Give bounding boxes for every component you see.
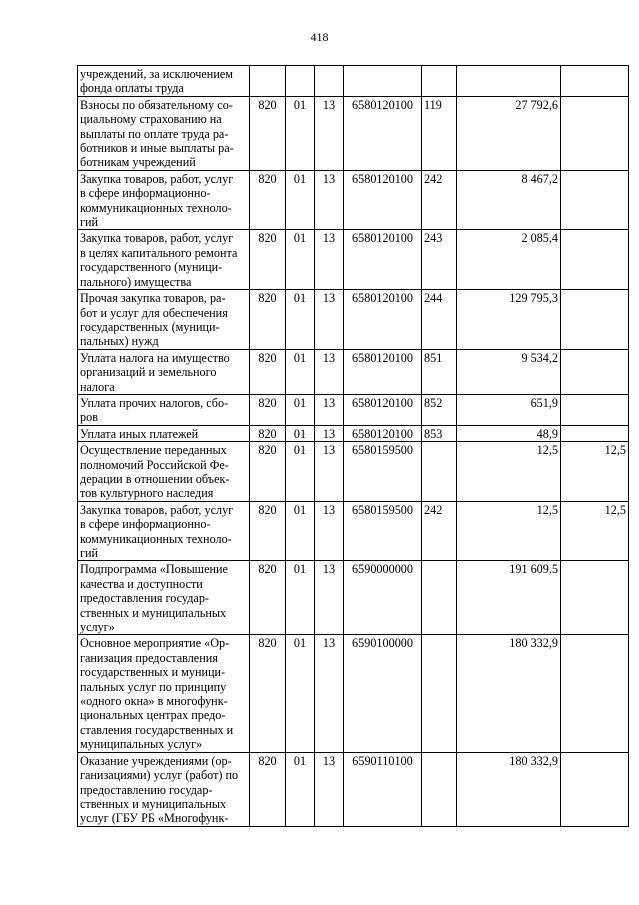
section-code-cell: 01 [286, 170, 315, 230]
row-name-line: услуг (ГБУ РБ «Многофунк- [80, 811, 229, 826]
section-code-cell: 01 [286, 394, 315, 425]
row-name-line: коммуникационных техноло- [80, 200, 232, 215]
subsection-code-cell: 13 [315, 230, 344, 290]
grbs-code-cell: 820 [250, 230, 286, 290]
row-name-line: пальных) нужд [80, 334, 159, 349]
subsection-code-cell: 13 [315, 96, 344, 170]
table-row [78, 561, 629, 635]
row-name-line: Прочая закупка товаров, ра- [80, 291, 226, 306]
row-name-line: ставления государственных и [80, 722, 234, 737]
row-name-line: услуг» [80, 620, 115, 635]
amount-cell: 8 467,2 [457, 170, 561, 230]
subsection-code-cell: 13 [315, 635, 344, 752]
expense-type-cell: 851 [422, 349, 457, 394]
row-name-line: Закупка товаров, работ, услуг [80, 171, 234, 186]
budget-table [77, 65, 629, 827]
row-name-line: Закупка товаров, работ, услуг [80, 502, 234, 517]
amount-cell: 12,5 [457, 442, 561, 502]
grbs-code-cell: 820 [250, 425, 286, 441]
row-name-cell [78, 290, 250, 350]
row-name-line: Уплата налога на имущество [80, 350, 230, 365]
row-name-line: Основное мероприятие «Ор- [80, 636, 230, 651]
amount-federal-cell [561, 394, 629, 425]
row-name-line: бот и услуг для обеспечения [80, 305, 228, 320]
section-code-cell: 01 [286, 349, 315, 394]
row-name-line: дерации в отношении объек- [80, 471, 230, 486]
row-name-line: пальных услуг по принципу [80, 679, 227, 694]
target-article-cell: 6580120100 [344, 425, 422, 441]
section-code-cell: 01 [286, 290, 315, 350]
page-number: 418 [310, 30, 329, 44]
table-row [78, 349, 629, 394]
grbs-code-cell: 820 [250, 501, 286, 561]
row-name-line: гий [80, 546, 99, 560]
row-name-line: ганизациями) услуг (работ) по [80, 768, 239, 783]
amount-federal-cell [561, 349, 629, 394]
expense-type-cell: 119 [422, 96, 457, 170]
target-article-cell: 6580120100 [344, 394, 422, 425]
amount-cell: 48,9 [457, 425, 561, 441]
target-article-cell: 6580159500 [344, 501, 422, 561]
row-name-cell [78, 349, 250, 394]
grbs-code-cell: 820 [250, 170, 286, 230]
row-name-cell [78, 394, 250, 425]
grbs-code-cell: 820 [250, 349, 286, 394]
target-article-cell: 6580120100 [344, 230, 422, 290]
row-name-line: Подпрограмма «Повышение [80, 562, 228, 577]
row-name-line: фонда оплаты труда [80, 81, 184, 96]
expense-type-cell [422, 635, 457, 752]
target-article-cell: 6590000000 [344, 561, 422, 635]
table-row [78, 96, 629, 170]
table-row [78, 66, 629, 97]
row-name-line: муниципальных услуг» [80, 737, 203, 752]
subsection-code-cell [315, 66, 344, 97]
row-name-line: государственных и муници- [80, 665, 226, 680]
target-article-cell: 6590110100 [344, 752, 422, 826]
row-name-line: выплаты по оплате труда ра- [80, 126, 229, 141]
table-row [78, 635, 629, 752]
table-row [78, 230, 629, 290]
budget-table-body [78, 66, 629, 827]
grbs-code-cell: 820 [250, 290, 286, 350]
subsection-code-cell: 13 [315, 290, 344, 350]
table-row [78, 170, 629, 230]
row-name-line: тов культурного наследия [80, 486, 214, 501]
subsection-code-cell: 13 [315, 561, 344, 635]
expense-type-cell [422, 752, 457, 826]
amount-cell: 12,5 [457, 501, 561, 561]
row-name-line: учреждений, за исключением [80, 67, 233, 81]
row-name-cell [78, 96, 250, 170]
section-code-cell: 01 [286, 442, 315, 502]
section-code-cell: 01 [286, 635, 315, 752]
table-row [78, 425, 629, 441]
row-name-line: Оказание учреждениями (ор- [80, 753, 232, 768]
amount-federal-cell [561, 96, 629, 170]
target-article-cell: 6580120100 [344, 349, 422, 394]
target-article-cell: 6580120100 [344, 96, 422, 170]
amount-cell: 180 332,9 [457, 635, 561, 752]
section-code-cell: 01 [286, 425, 315, 441]
amount-cell: 180 332,9 [457, 752, 561, 826]
grbs-code-cell [250, 66, 286, 97]
row-name-cell [78, 501, 250, 561]
row-name-cell [78, 561, 250, 635]
row-name-line: пального) имущества [80, 274, 192, 289]
amount-cell: 9 534,2 [457, 349, 561, 394]
table-row [78, 290, 629, 350]
row-name-cell [78, 752, 250, 826]
subsection-code-cell: 13 [315, 170, 344, 230]
grbs-code-cell: 820 [250, 96, 286, 170]
row-name-line: Закупка товаров, работ, услуг [80, 231, 234, 246]
row-name-line: ботников и иные выплаты ра- [80, 141, 234, 156]
row-name-line: коммуникационных техноло- [80, 531, 232, 546]
amount-cell: 651,9 [457, 394, 561, 425]
row-name-line: ственных и муниципальных [80, 796, 227, 811]
amount-federal-cell [561, 66, 629, 97]
amount-federal-cell [561, 425, 629, 441]
target-article-cell: 6590100000 [344, 635, 422, 752]
table-row [78, 442, 629, 502]
row-name-line: ров [80, 410, 98, 425]
amount-federal-cell: 12,5 [561, 501, 629, 561]
expense-type-cell: 853 [422, 425, 457, 441]
section-code-cell: 01 [286, 501, 315, 561]
table-row [78, 752, 629, 826]
row-name-line: предоставления государ- [80, 591, 209, 606]
grbs-code-cell: 820 [250, 752, 286, 826]
grbs-code-cell: 820 [250, 394, 286, 425]
amount-cell: 2 085,4 [457, 230, 561, 290]
amount-federal-cell: 12,5 [561, 442, 629, 502]
subsection-code-cell: 13 [315, 752, 344, 826]
amount-federal-cell [561, 561, 629, 635]
row-name-line: ботникам учреждений [80, 155, 196, 170]
expense-type-cell: 852 [422, 394, 457, 425]
expense-type-cell: 243 [422, 230, 457, 290]
amount-federal-cell [561, 290, 629, 350]
row-name-line: Уплата иных платежей [80, 426, 199, 441]
row-name-cell [78, 170, 250, 230]
section-code-cell: 01 [286, 752, 315, 826]
row-name-line: в целях капитального ремонта [80, 245, 238, 260]
row-name-line: «одного окна» в многофунк- [80, 694, 228, 709]
row-name-line: государственных (муници- [80, 319, 220, 334]
amount-cell: 191 609,5 [457, 561, 561, 635]
row-name-line: циальному страхованию на [80, 112, 222, 127]
row-name-line: государственного (муници- [80, 260, 223, 275]
amount-federal-cell [561, 230, 629, 290]
grbs-code-cell: 820 [250, 442, 286, 502]
section-code-cell: 01 [286, 561, 315, 635]
expense-type-cell: 242 [422, 501, 457, 561]
row-name-line: качества и доступности [80, 576, 203, 591]
grbs-code-cell: 820 [250, 635, 286, 752]
amount-federal-cell [561, 635, 629, 752]
amount-cell: 129 795,3 [457, 290, 561, 350]
row-name-cell [78, 66, 250, 97]
row-name-line: Уплата прочих налогов, сбо- [80, 395, 229, 410]
section-code-cell: 01 [286, 96, 315, 170]
section-code-cell [286, 66, 315, 97]
row-name-line: в сфере информационно- [80, 186, 211, 201]
amount-federal-cell [561, 752, 629, 826]
row-name-line: гий [80, 215, 99, 230]
row-name-cell [78, 442, 250, 502]
table-row [78, 501, 629, 561]
subsection-code-cell: 13 [315, 349, 344, 394]
row-name-line: ственных и муниципальных [80, 605, 227, 620]
grbs-code-cell: 820 [250, 561, 286, 635]
subsection-code-cell: 13 [315, 442, 344, 502]
row-name-line: полномочий Российской Фе- [80, 457, 229, 472]
table-row [78, 394, 629, 425]
expense-type-cell [422, 66, 457, 97]
row-name-line: налога [80, 379, 115, 394]
amount-federal-cell [561, 170, 629, 230]
expense-type-cell [422, 561, 457, 635]
amount-cell [457, 66, 561, 97]
amount-cell: 27 792,6 [457, 96, 561, 170]
row-name-line: циональных центрах предо- [80, 708, 226, 723]
row-name-line: Взносы по обязательному со- [80, 97, 233, 112]
row-name-line: Осуществление переданных [80, 443, 227, 458]
expense-type-cell: 242 [422, 170, 457, 230]
target-article-cell: 6580120100 [344, 290, 422, 350]
row-name-cell [78, 425, 250, 441]
subsection-code-cell: 13 [315, 394, 344, 425]
target-article-cell: 6580120100 [344, 170, 422, 230]
row-name-cell [78, 635, 250, 752]
row-name-line: организаций и земельного [80, 365, 217, 380]
expense-type-cell: 244 [422, 290, 457, 350]
row-name-line: предоставлению государ- [80, 782, 213, 797]
expense-type-cell [422, 442, 457, 502]
subsection-code-cell: 13 [315, 501, 344, 561]
target-article-cell [344, 66, 422, 97]
target-article-cell: 6580159500 [344, 442, 422, 502]
row-name-line: ганизация предоставления [80, 650, 218, 665]
row-name-cell [78, 230, 250, 290]
row-name-line: в сфере информационно- [80, 517, 211, 532]
section-code-cell: 01 [286, 230, 315, 290]
subsection-code-cell: 13 [315, 425, 344, 441]
